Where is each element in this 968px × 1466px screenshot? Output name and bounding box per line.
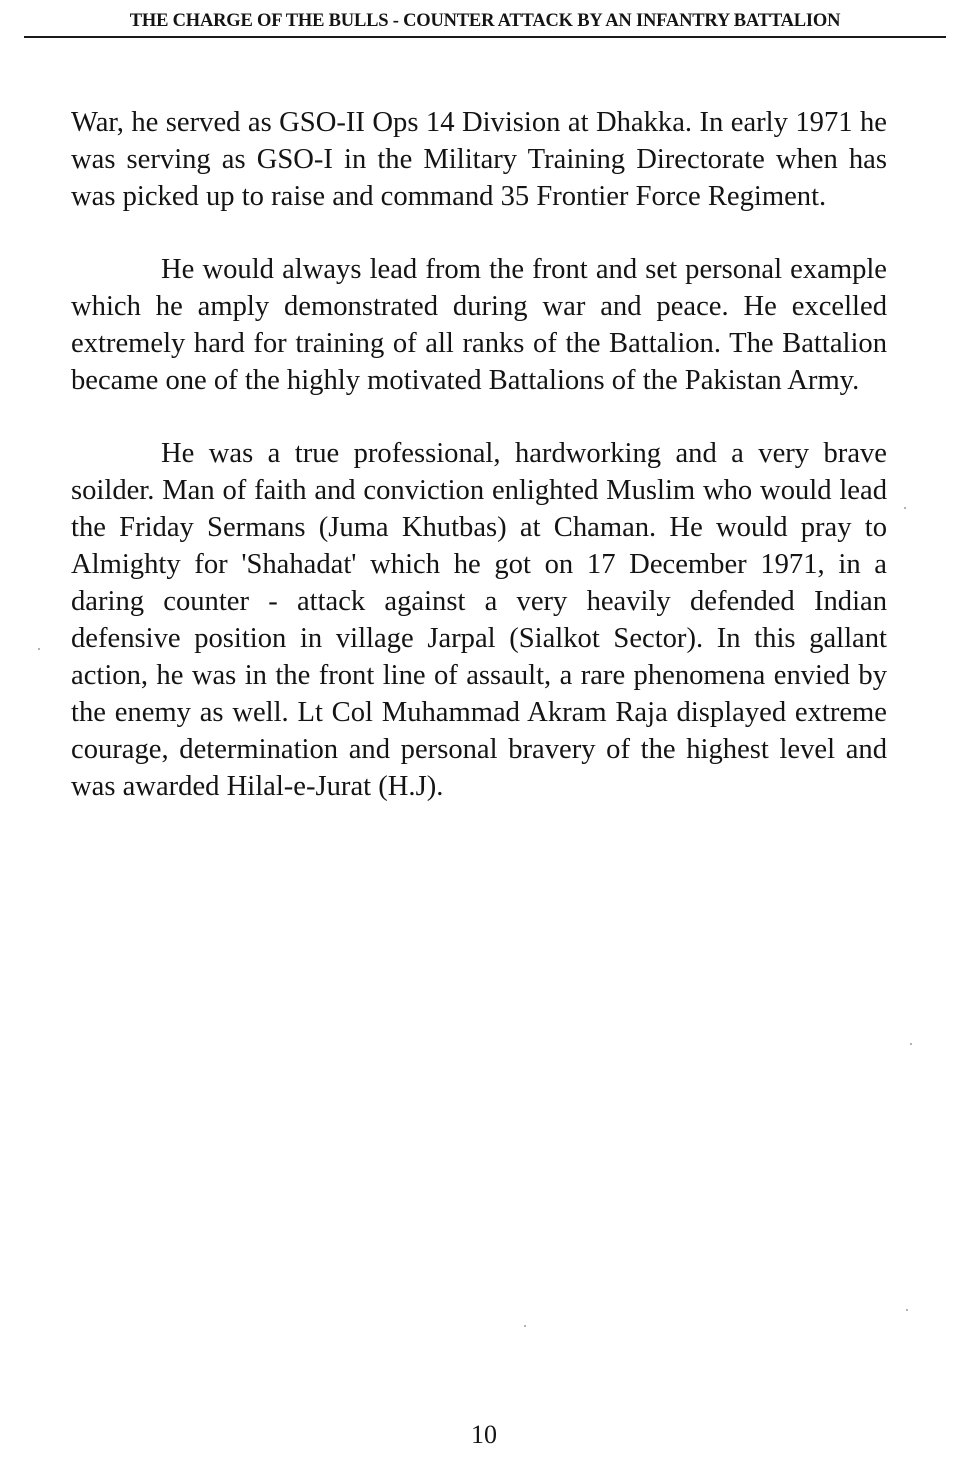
paragraph-3: He was a true professional, hardworking and a very brave soilder. Man of faith and conviction enlighted Muslim who would lead the Friday Sermans (Juma Khutbas) at Chaman. He would pray to Almighty for 'Shahadat' which he got on 17 December 1971, in a daring counter - attack against a very heavily defended Indian defensive position in village Jarpal (Sialkot Sector). In this gallant action, he was in the front line of assault, a rare phenomena envied by the enemy as well. Lt Col Muhammad Akram Raja displayed extreme courage, determination and personal bravery of the highest level and was awarded Hilal-e-Jurat (H.J). [71, 438, 887, 802]
scan-speck [906, 1309, 908, 1311]
paragraph-2: He would always lead from the front and set personal example which he amply demonstrated during war and peace. He excelled extremely hard for training of all ranks of the Battalion. The Battalion became one of the highly motivated Battalions of the Pakistan Army. [71, 254, 887, 396]
page-number: 10 [471, 1420, 497, 1449]
paragraph-1: War, he served as GSO-II Ops 14 Division at Dhakka. In early 1971 he was serving as GSO-I in the Military Training Directorate when has was picked up to raise and command 35 Frontier Force Regiment. [71, 107, 887, 212]
scan-speck [904, 507, 906, 509]
running-header: THE CHARGE OF THE BULLS - COUNTER ATTACK BY AN INFANTRY BATTALION [24, 10, 946, 38]
scan-speck [524, 1325, 526, 1327]
scan-speck [910, 1043, 912, 1045]
scan-speck [38, 648, 40, 650]
body-text [71, 104, 887, 841]
